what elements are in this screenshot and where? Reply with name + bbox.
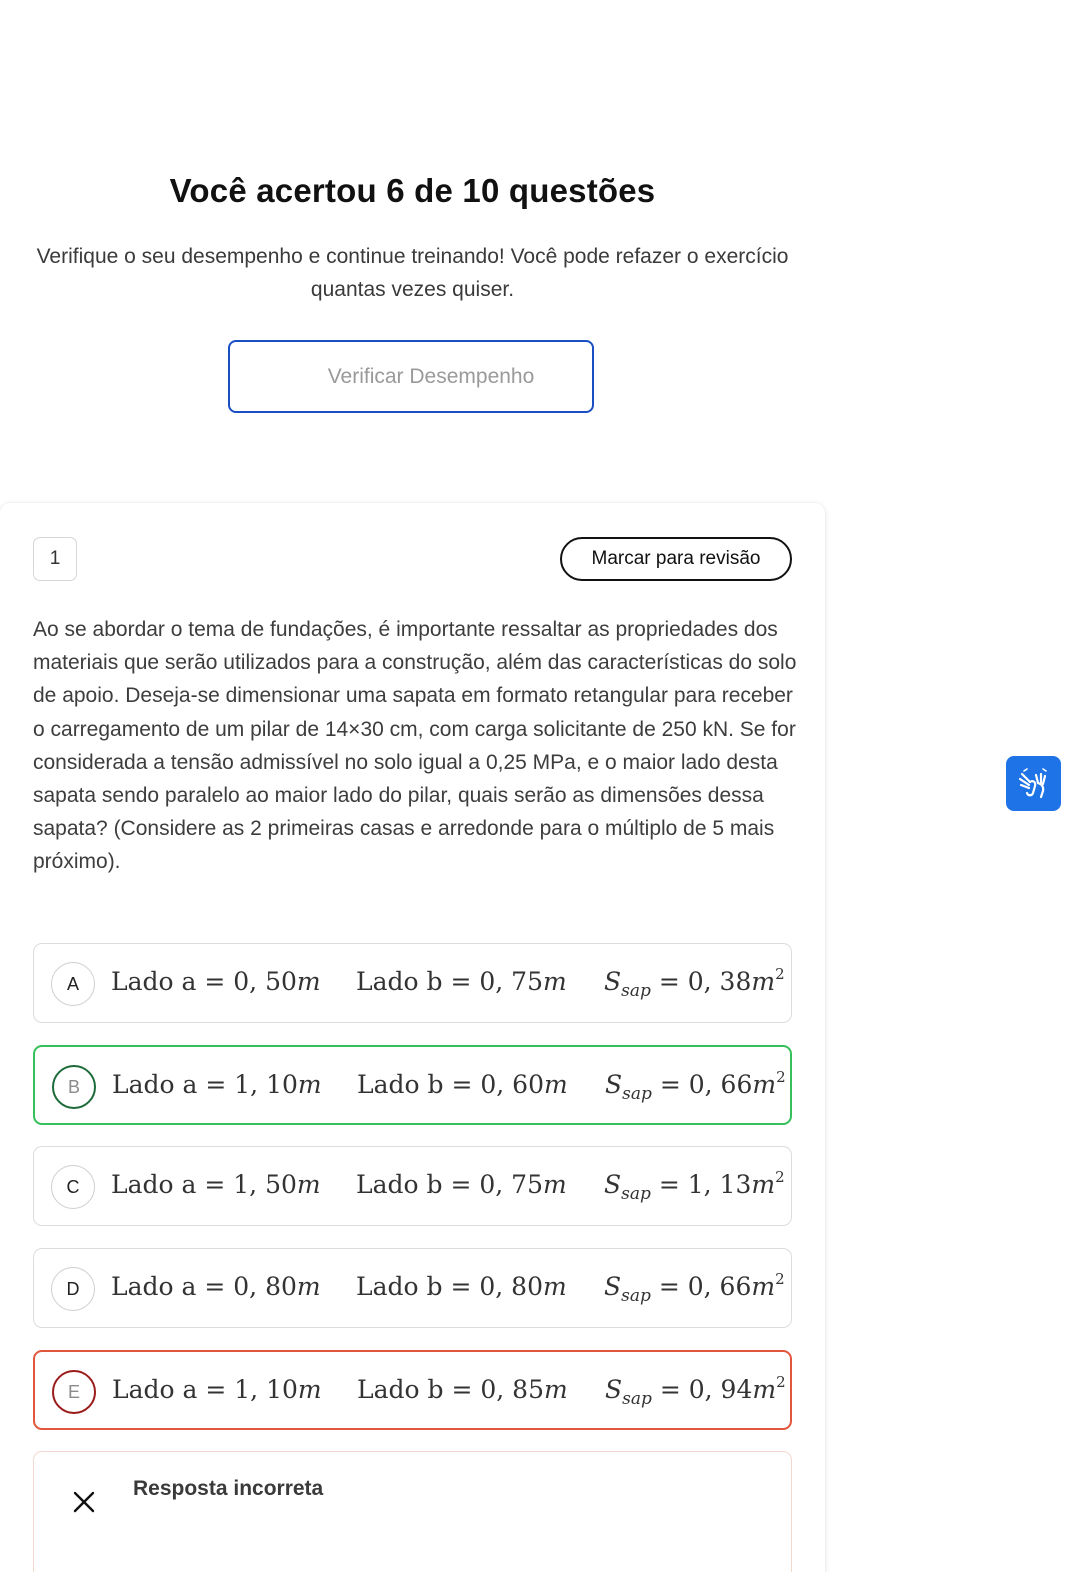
option-letter: D xyxy=(51,1267,95,1311)
option-side-b: Lado b = 0, 85m xyxy=(357,1375,568,1404)
option-side-a: Lado a = 0, 80m xyxy=(111,1272,321,1301)
option-side-a: Lado a = 0, 50m xyxy=(111,967,321,996)
option-letter: C xyxy=(51,1165,95,1209)
sign-language-icon xyxy=(1016,766,1052,802)
option-c[interactable] xyxy=(33,1146,792,1226)
option-a[interactable] xyxy=(33,943,792,1023)
option-letter: A xyxy=(51,962,95,1006)
option-area: $S_{sap} = 0$, $38m^2$ xyxy=(604,965,785,1001)
option-letter: E xyxy=(52,1370,96,1414)
result-subtitle: Verifique o seu desempenho e continue treinando! Você pode refazer o exercício quantas vezes quiser. xyxy=(36,245,789,301)
mark-for-review-button[interactable]: Marcar para revisão xyxy=(560,537,792,581)
close-icon xyxy=(70,1488,98,1516)
option-d[interactable] xyxy=(33,1248,792,1328)
verify-performance-button[interactable]: Verificar Desempenho xyxy=(228,340,594,413)
option-letter: B xyxy=(52,1065,96,1109)
option-side-b: Lado b = 0, 60m xyxy=(357,1070,568,1099)
answer-feedback xyxy=(33,1451,792,1572)
result-title: Você acertou 6 de 10 questões xyxy=(169,172,656,209)
question-card xyxy=(0,503,825,1572)
option-area: $S_{sap} = 0$, $94m^2$ xyxy=(605,1373,786,1409)
question-number: 1 xyxy=(33,537,77,581)
sign-language-accessibility-button[interactable] xyxy=(1006,756,1061,811)
option-side-b: Lado b = 0, 75m xyxy=(356,1170,567,1199)
question-text: Ao se abordar o tema de fundações, é importante ressaltar as propriedades dos materiais que serão utilizados para a construção, além das características do solo de apoio. Deseja-se dimensionar uma sapata em formato retangular para receber o carregamento de um pilar de 14×30 cm, com carga solicitante de 250 kN. Se for considerada a tensão admissível no solo igual a 0,25 MPa, e o maior lado desta sapata sendo paralelo ao maior lado do pilar, quais serão as dimensões dessa sapata? (Considere as 2 primeiras casas e arredonde para o múltiplo de 5 mais próximo). xyxy=(33,618,797,874)
option-side-b: Lado b = 0, 75m xyxy=(356,967,567,996)
option-b[interactable] xyxy=(33,1045,792,1125)
option-side-b: Lado b = 0, 80m xyxy=(356,1272,567,1301)
option-area: $S_{sap} = 1$, $13m^2$ xyxy=(604,1168,785,1204)
option-side-a: Lado a = 1, 10m xyxy=(112,1070,322,1099)
feedback-title: Resposta incorreta xyxy=(133,1477,324,1500)
option-area: $S_{sap} = 0$, $66m^2$ xyxy=(605,1068,786,1104)
option-side-a: Lado a = 1, 50m xyxy=(111,1170,321,1199)
option-e[interactable] xyxy=(33,1350,792,1430)
option-area: $S_{sap} = 0$, $66m^2$ xyxy=(604,1270,785,1306)
option-side-a: Lado a = 1, 10m xyxy=(112,1375,322,1404)
